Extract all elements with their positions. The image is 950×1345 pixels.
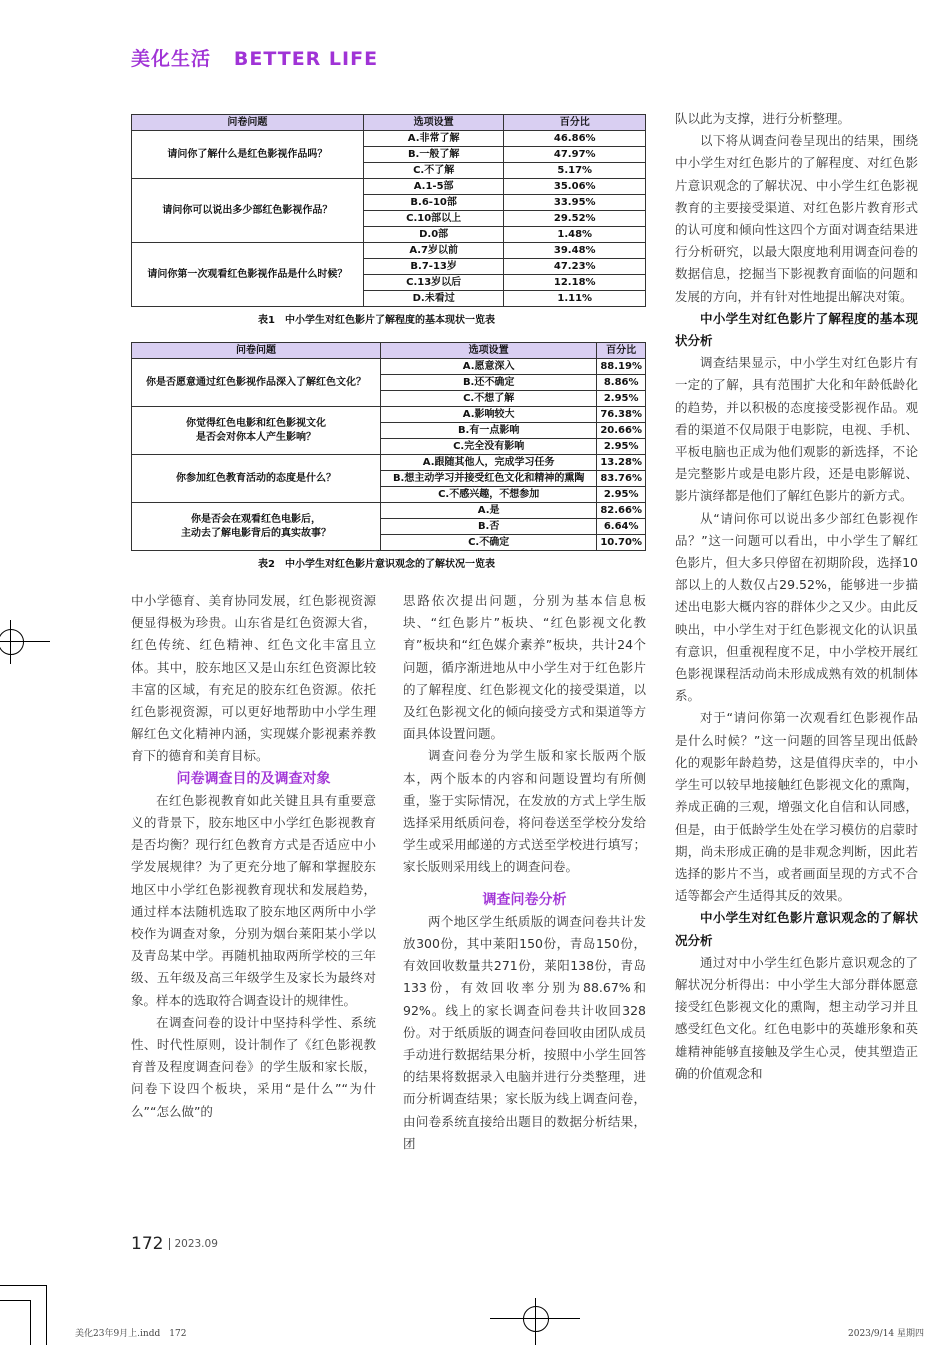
question-line: 你觉得红色电影和红色影视文化 — [185, 417, 326, 429]
question-cell: 你参加红色教育活动的态度是什么？ — [132, 455, 381, 503]
column-header: 百分比 — [597, 343, 646, 359]
percent-cell: 29.52% — [504, 211, 646, 227]
question-cell: 请问你第一次观看红色影视作品是什么时候？ — [132, 243, 364, 307]
percent-cell: 83.76% — [597, 471, 646, 487]
percent-cell: 47.97% — [504, 147, 646, 163]
crop-mark — [0, 1300, 30, 1301]
column-header: 选项设置 — [363, 115, 504, 131]
paragraph: 在红色影视教育如此关键且具有重要意义的背景下，胶东地区中小学红色影视教育是否均衡？现行红色教育方式是否适应中小学发展规律？为了更充分地了解和掌握胶东地区中小学红色影视教育现状和发展趋势，通过样本法随机选取了胶东地区两所中小学校作为调查对象，分别为烟台莱阳某小学以及青岛某中学。再随机抽取两所学校的三年级、五年级及高三年级学生及家长为最终对象。样本的选取符合调查设计的规律性。 — [131, 792, 376, 1008]
percent-cell: 46.86% — [504, 131, 646, 147]
option-cell: B.一般了解 — [363, 147, 504, 163]
paragraph: 两个地区学生纸质版的调查问卷共计发放300份，其中莱阳150份，青岛150份，有效回收数量共271份，莱阳138份，青岛133份，有效回收率分别为88.67%和92%。线上的家长调查问卷共计收回328份。对于纸质版的调查问卷回收由团队成员手动进行数据结果分析，按照中小学生回答的结果将数据录入电脑并进行分类整理，进而分析调查结果；家长版为线上调查问卷，由问卷系统直接给出题目的数据分析结果，团 — [403, 913, 646, 1151]
section-heading: 问卷调查目的及调查对象 — [176, 770, 331, 787]
issue-date: 2023.09 — [169, 1238, 217, 1250]
percent-cell: 1.48% — [504, 227, 646, 243]
option-cell: B.7-13岁 — [363, 259, 504, 275]
option-cell: A.7岁以前 — [363, 243, 504, 259]
percent-cell: 5.17% — [504, 163, 646, 179]
option-cell: C.10部以上 — [363, 211, 504, 227]
option-cell: B.6-10部 — [363, 195, 504, 211]
header-en: BETTER LIFE — [233, 48, 379, 70]
column-right — [675, 108, 918, 1085]
crop-mark — [46, 1285, 47, 1345]
option-cell: C.不想了解 — [380, 391, 596, 407]
header-cn: 美化生活 — [131, 48, 212, 70]
registration-mark — [0, 629, 24, 655]
question-cell — [132, 503, 381, 551]
column-header: 选项设置 — [380, 343, 596, 359]
question-cell: 你是否愿意通过红色影视作品深入了解红色文化？ — [132, 359, 381, 407]
paragraph: 在调查问卷的设计中坚持科学性、系统性、时代性原则，设计制作了《红色影视教育普及程度调查问卷》的学生版和家长版，问卷下设四个板块，采用“是什么”“为什么”“怎么做”的 — [131, 1014, 376, 1119]
column-header: 问卷问题 — [132, 115, 364, 131]
option-cell: A.1-5部 — [363, 179, 504, 195]
percent-cell: 2.95% — [597, 439, 646, 455]
option-cell: A.是 — [380, 503, 596, 519]
option-cell: C.不了解 — [363, 163, 504, 179]
column-left — [131, 590, 376, 1123]
subsection-heading: 中小学生对红色影片了解程度的基本现状分析 — [675, 310, 918, 349]
question-cell: 请问你了解什么是红色影视作品吗？ — [132, 131, 364, 179]
table-row — [132, 359, 646, 375]
paragraph: 从“请问你可以说出多少部红色影视作品？”这一问题可以看出，中小学生了解红色影片，但大多只停留在初期阶段，选择10部以上的人数仅占29.52%，能够进一步描述出电影大概内容的群体少之又少。由此反映出，中小学生对于红色影视文化的认识虽有意识，但重视程度不足，中小学校开展红色影视课程活动尚未形成成熟有效的机制体系。 — [675, 510, 918, 704]
paragraph: 以下将从调查问卷呈现出的结果，围绕中小学生对红色影片的了解程度、对红色影片意识观念的了解状况、中小学生红色影视教育的主要接受渠道、对红色影片教育形式的认可度和倾向性这四个方面对调查结果进行分析研究，以最大限度地利用调查问卷的数据信息，挖掘当下影视教育面临的问题和发展的方向，并有针对性地提出解决对策。 — [675, 133, 918, 304]
table-1-caption: 表1 中小学生对红色影片了解程度的基本现状一览表 — [258, 315, 495, 326]
option-cell: C.不感兴趣，不想参加 — [380, 487, 596, 503]
question-line: 你是否会在观看红色电影后， — [190, 513, 321, 525]
table-row — [132, 455, 646, 471]
slug-left: 美化23年9月上.indd 172 — [75, 1329, 187, 1339]
option-cell: C.不确定 — [380, 535, 596, 551]
paragraph: 队以此为支撑，进行分析整理。 — [675, 111, 851, 126]
option-cell: A.跟随其他人，完成学习任务 — [380, 455, 596, 471]
paragraph: 思路依次提出问题，分别为基本信息板块、“红色影片”板块、“红色影视文化教育”板块和“红色媒介素养”板块，共计24个问题，循序渐进地从中小学生对于红色影片的了解程度、红色影视文化的接受渠道，以及红色影视文化的倾向接受方式和渠道等方面具体设置问题。 — [403, 593, 646, 742]
percent-cell: 8.86% — [597, 375, 646, 391]
table-row — [132, 407, 646, 423]
option-cell: B.想主动学习并接受红色文化和精神的熏陶 — [380, 471, 596, 487]
running-header — [131, 44, 378, 71]
option-cell: C.13岁以后 — [363, 275, 504, 291]
percent-cell: 82.66% — [597, 503, 646, 519]
percent-cell: 13.28% — [597, 455, 646, 471]
table-2-caption: 表2 中小学生对红色影片意识观念的了解状况一览表 — [258, 559, 495, 570]
page-footer — [131, 1234, 218, 1254]
option-cell: A.非常了解 — [363, 131, 504, 147]
column-header: 问卷问题 — [132, 343, 381, 359]
option-cell: D.0部 — [363, 227, 504, 243]
crop-mark — [0, 1285, 46, 1286]
slug-right: 2023/9/14 星期四 — [848, 1329, 925, 1339]
option-cell: B.否 — [380, 519, 596, 535]
percent-cell: 39.48% — [504, 243, 646, 259]
option-cell: B.有一点影响 — [380, 423, 596, 439]
question-cell: 请问你可以说出多少部红色影视作品？ — [132, 179, 364, 243]
percent-cell: 6.64% — [597, 519, 646, 535]
crop-mark — [30, 1300, 31, 1345]
percent-cell: 10.70% — [597, 535, 646, 551]
option-cell: D.未看过 — [363, 291, 504, 307]
paragraph: 对于“请问你第一次观看红色影视作品是什么时候？”这一问题的回答呈现出低龄化的观影年龄趋势，这是值得庆幸的，中小学生可以较早地接触红色影视文化的熏陶，养成正确的三观，增强文化自信和认同感，但是，由于低龄学生处在学习模仿的启蒙时期，尚未形成正确的是非观念判断，因此若选择的影片不当，或者画面呈现的方式不合适等都会产生适得其反的效果。 — [675, 710, 918, 904]
paragraph: 通过对中小学生红色影片意识观念的了解状况分析得出：中小学生大部分群体愿意接受红色影视文化的熏陶，想主动学习并且感受红色文化。红色电影中的英雄形象和英雄精神能够直接触及学生心灵，使其塑造正确的价值观念和 — [675, 954, 918, 1081]
table-row — [132, 503, 646, 519]
registration-mark — [523, 1306, 549, 1332]
question-cell — [132, 407, 381, 455]
table-row — [132, 131, 646, 147]
option-cell: B.还不确定 — [380, 375, 596, 391]
option-cell: A.愿意深入 — [380, 359, 596, 375]
percent-cell: 35.06% — [504, 179, 646, 195]
paragraph: 调查结果显示，中小学生对红色影片有一定的了解，具有范围扩大化和年龄低龄化的趋势，并以积极的态度接受影视作品。观看的渠道不仅局限于电影院，电视、手机、平板电脑也正成为他们观影的新选择，不论是完整影片或是电影片段，还是电影解说、影片演绎都是他们了解红色影片的新方式。 — [675, 355, 918, 504]
table-row — [132, 179, 646, 195]
paragraph: 中小学德育、美育协同发展，红色影视资源便显得极为珍贵。山东省是红色资源大省，红色传统、红色精神、红色文化丰富且立体。其中，胶东地区又是山东红色资源比较丰富的区域，有充足的胶东红色资源。依托红色影视资源，可以更好地帮助中小学生理解红色文化精神内涵，实现媒介影视素养教育下的德育和美育目标。 — [131, 593, 376, 764]
percent-cell: 2.95% — [597, 487, 646, 503]
column-middle — [403, 590, 646, 1155]
table-1 — [131, 114, 646, 307]
percent-cell: 20.66% — [597, 423, 646, 439]
column-header: 百分比 — [504, 115, 646, 131]
percent-cell: 2.95% — [597, 391, 646, 407]
section-heading: 调查问卷分析 — [482, 891, 567, 908]
subsection-heading: 中小学生对红色影片意识观念的了解状况分析 — [675, 910, 918, 948]
question-line: 主动去了解电影背后的真实故事？ — [180, 527, 331, 539]
percent-cell: 1.11% — [504, 291, 646, 307]
page-number: 172 — [131, 1234, 164, 1254]
paragraph: 调查问卷分为学生版和家长版两个版本，两个版本的内容和问题设置均有所侧重，鉴于实际情况，在发放的方式上学生版选择采用纸质问卷，将问卷送至学校分发给学生或采用邮递的方式送至学校进行填写；家长版则采用线上的调查问卷。 — [403, 748, 646, 875]
option-cell: A.影响较大 — [380, 407, 596, 423]
percent-cell: 33.95% — [504, 195, 646, 211]
percent-cell: 47.23% — [504, 259, 646, 275]
option-cell: C.完全没有影响 — [380, 439, 596, 455]
percent-cell: 88.19% — [597, 359, 646, 375]
question-line: 是否会对你本人产生影响？ — [195, 431, 316, 443]
percent-cell: 76.38% — [597, 407, 646, 423]
percent-cell: 12.18% — [504, 275, 646, 291]
table-row — [132, 243, 646, 259]
table-2 — [131, 342, 646, 551]
